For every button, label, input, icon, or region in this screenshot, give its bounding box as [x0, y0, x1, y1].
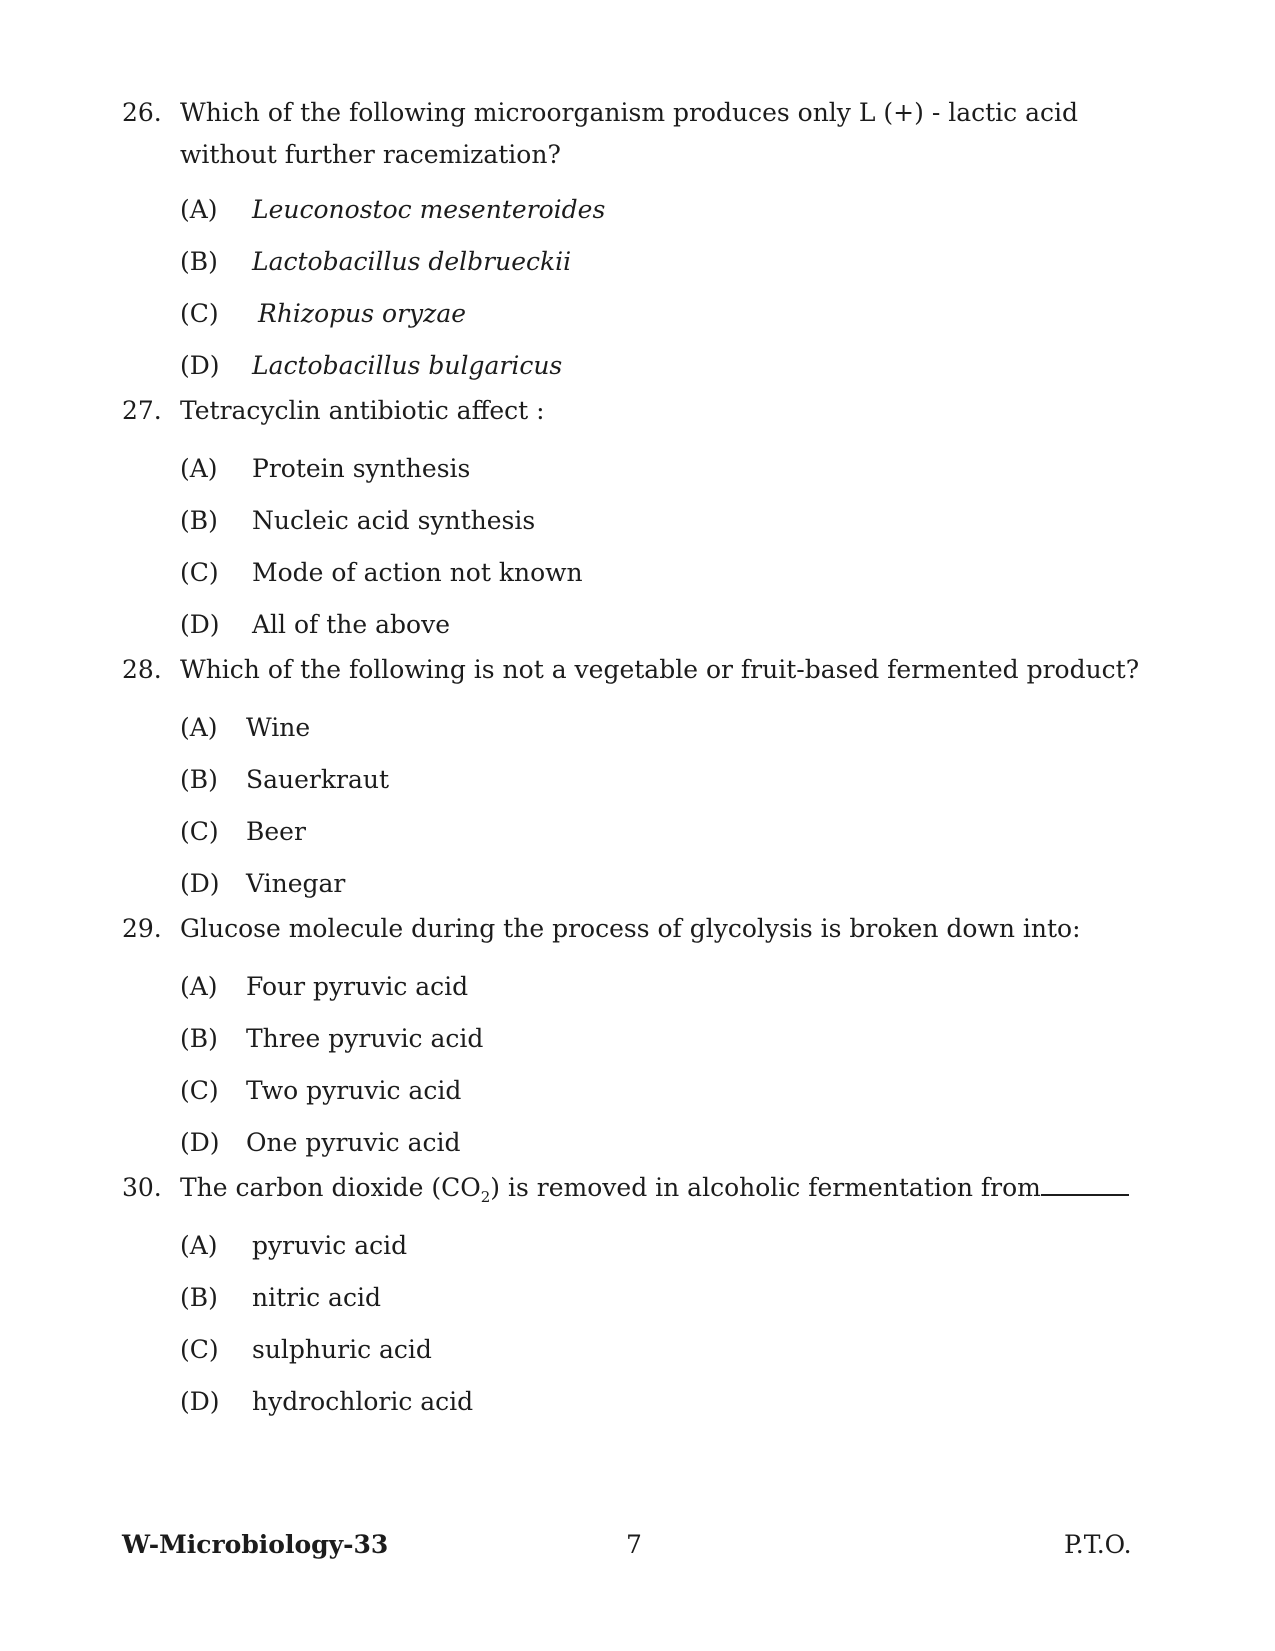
- option-28-b[interactable]: [180, 763, 389, 797]
- question-number: 27.: [122, 396, 162, 425]
- question-text: Tetracyclin antibiotic affect :: [180, 396, 545, 425]
- option-text: Lactobacillus delbrueckii: [252, 247, 572, 276]
- answer-blank: [1041, 1172, 1129, 1196]
- option-26-a[interactable]: [180, 193, 605, 227]
- option-label: (B): [180, 765, 218, 794]
- option-label: (B): [180, 1283, 218, 1312]
- question-text: [180, 1167, 1160, 1212]
- option-30-c[interactable]: [180, 1333, 432, 1367]
- option-label: (C): [180, 299, 219, 328]
- option-28-c[interactable]: [180, 815, 306, 849]
- option-text: Beer: [246, 817, 306, 846]
- option-29-d[interactable]: [180, 1126, 461, 1160]
- question-text-before: The carbon dioxide (CO: [180, 1173, 481, 1202]
- question-number: 26.: [122, 98, 162, 127]
- option-text: pyruvic acid: [252, 1231, 408, 1260]
- option-27-a[interactable]: [180, 452, 470, 486]
- question-text: Which of the following microorganism produces only L (+) - lactic acid without further racemization?: [180, 98, 1079, 169]
- option-text: Leuconostoc mesenteroides: [252, 195, 606, 224]
- option-text: Three pyruvic acid: [246, 1024, 484, 1053]
- question-text: Which of the following is not a vegetable or fruit-based fermented product?: [180, 655, 1140, 684]
- option-28-d[interactable]: [180, 867, 345, 901]
- option-label: (C): [180, 817, 219, 846]
- option-text: Vinegar: [246, 869, 346, 898]
- question-text-after: ) is removed in alcoholic fermentation from: [490, 1173, 1041, 1202]
- option-label: (C): [180, 558, 219, 587]
- option-text: sulphuric acid: [252, 1335, 432, 1364]
- option-label: (B): [180, 1024, 218, 1053]
- option-30-b[interactable]: [180, 1281, 381, 1315]
- option-text: hydrochloric acid: [252, 1387, 474, 1416]
- option-29-c[interactable]: [180, 1074, 461, 1108]
- option-text: Two pyruvic acid: [246, 1076, 462, 1105]
- option-27-c[interactable]: [180, 556, 583, 590]
- option-label: (D): [180, 1128, 220, 1157]
- option-28-a[interactable]: [180, 711, 310, 745]
- option-label: (B): [180, 506, 218, 535]
- footer-pto: P.T.O.: [1064, 1530, 1132, 1559]
- question-text: Glucose molecule during the process of glycolysis is broken down into:: [180, 914, 1081, 943]
- question-number: 29.: [122, 914, 162, 943]
- option-text: Wine: [246, 713, 311, 742]
- option-text: nitric acid: [252, 1283, 381, 1312]
- subscript: 2: [480, 1188, 491, 1206]
- option-30-d[interactable]: [180, 1385, 473, 1419]
- option-text: Nucleic acid synthesis: [252, 506, 536, 535]
- option-text: Four pyruvic acid: [246, 972, 469, 1001]
- option-label: (C): [180, 1076, 219, 1105]
- option-label: (D): [180, 610, 220, 639]
- option-label: (A): [180, 454, 218, 483]
- option-text: Sauerkraut: [246, 765, 390, 794]
- option-text: Lactobacillus bulgaricus: [252, 351, 563, 380]
- option-label: (A): [180, 713, 218, 742]
- question-number: 30.: [122, 1173, 162, 1202]
- option-29-b[interactable]: [180, 1022, 483, 1056]
- option-text: All of the above: [252, 610, 451, 639]
- option-27-d[interactable]: [180, 608, 450, 642]
- option-26-b[interactable]: [180, 245, 571, 279]
- option-label: (D): [180, 1387, 220, 1416]
- option-26-c[interactable]: [180, 297, 466, 331]
- option-label: (A): [180, 1231, 218, 1260]
- option-text: Mode of action not known: [252, 558, 583, 587]
- option-29-a[interactable]: [180, 970, 468, 1004]
- question-number: 28.: [122, 655, 162, 684]
- option-label: (D): [180, 869, 220, 898]
- option-label: (D): [180, 351, 220, 380]
- option-label: (A): [180, 195, 218, 224]
- option-text: One pyruvic acid: [246, 1128, 461, 1157]
- option-30-a[interactable]: [180, 1229, 407, 1263]
- option-27-b[interactable]: [180, 504, 535, 538]
- footer-page-number: 7: [626, 1530, 642, 1559]
- option-label: (A): [180, 972, 218, 1001]
- option-text: Rhizopus oryzae: [258, 299, 467, 328]
- option-26-d[interactable]: [180, 349, 562, 383]
- option-label: (C): [180, 1335, 219, 1364]
- option-label: (B): [180, 247, 218, 276]
- option-text: Protein synthesis: [252, 454, 471, 483]
- footer-paper-code: W-Microbiology-33: [122, 1530, 389, 1559]
